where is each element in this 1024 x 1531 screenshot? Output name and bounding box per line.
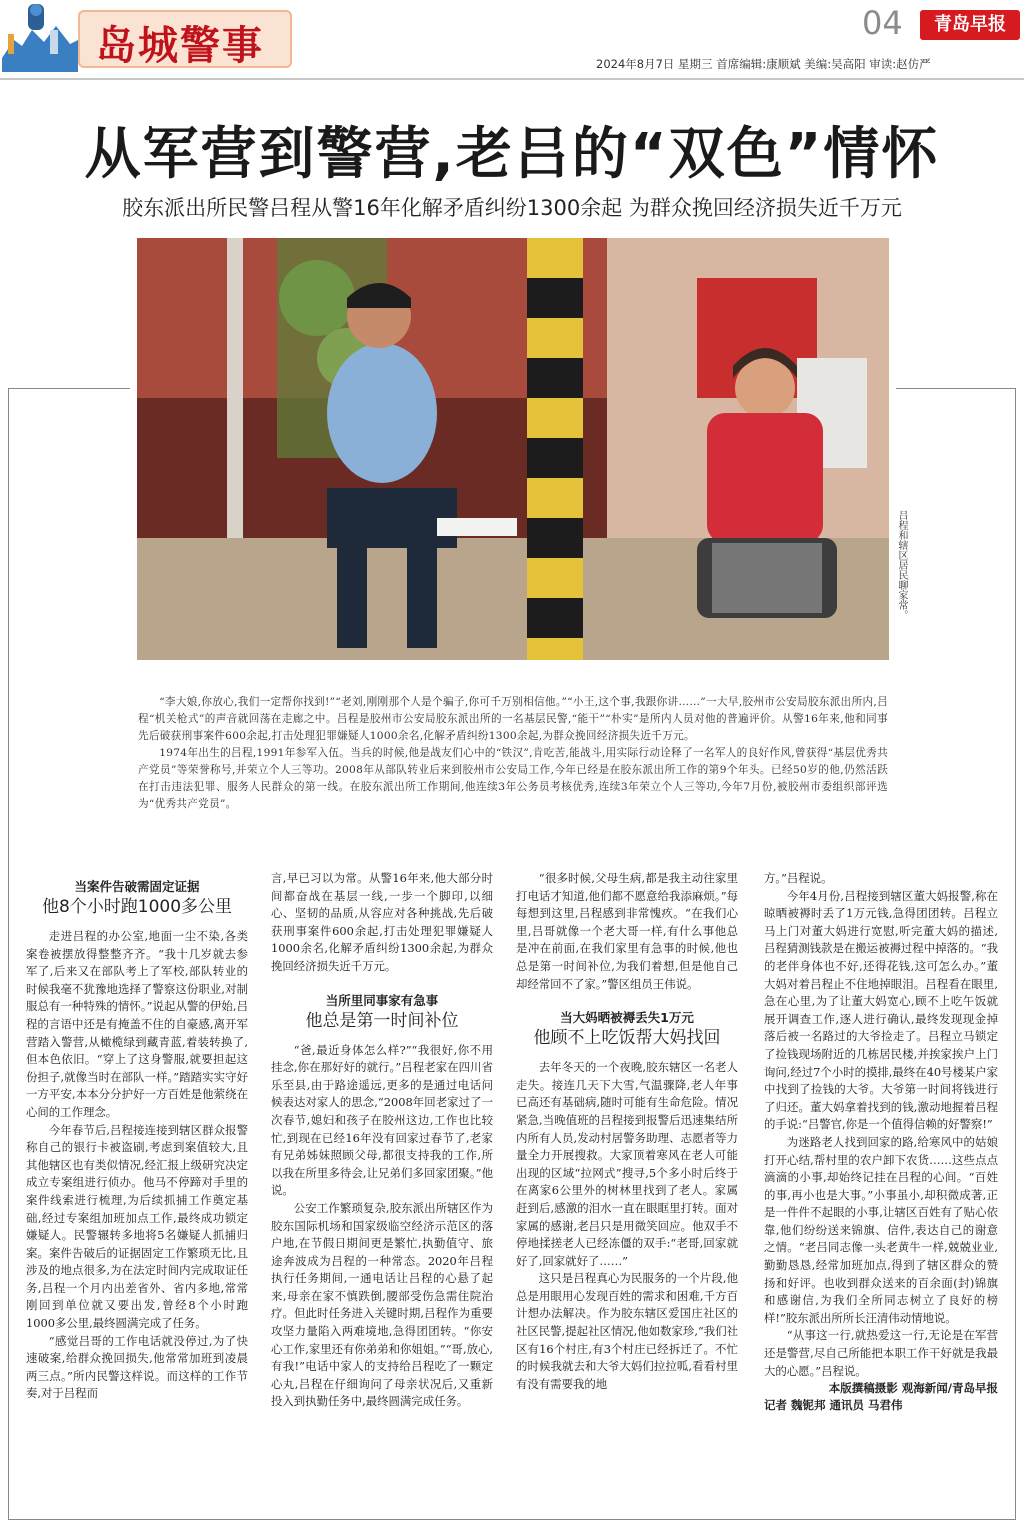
page-number: 04 (862, 4, 903, 42)
column-2 (271, 870, 493, 1411)
byline-reporters: 记者 魏铌邦 通讯员 马君伟 (764, 1398, 903, 1413)
section-heading-line2: 他8个小时跑1000多公里 (41, 897, 233, 917)
body-paragraph: 今年春节后,吕程接连接到辖区群众报警称自己的银行卡被盗刷,考虑到案值较大,且其他辖区也有类似情况,经汇报上级研究决定成立专案组进行侦办。他马不停蹄对手里的案件线索进行梳理,为后续抓捕工作奠定基础,经过专案组加班加点工作,最终成功锁定嫌疑人。民警辗转多地将5名嫌疑人抓捕归案。案件告破后的证据固定工作繁琐无比,且涉及的地点很多,为在法定时间内完成取证任务,吕程一个月内出差省外、省内多地,常常刚回到单位就又要出发,曾经8个小时跑1000多公里,最终圆满完成了任务。 (26, 1122, 248, 1331)
body-paragraph: “从事这一行,就热爱这一行,无论是在军营还是警营,尽自己所能把本职工作干好就是我最大的心愿。”吕程说。 (764, 1328, 998, 1378)
column-1 (26, 870, 248, 1403)
intro-block (138, 694, 888, 813)
body-paragraph: 去年冬天的一个夜晚,胶东辖区一名老人走失。接连几天下大雪,气温骤降,老人年事已高还有基础病,随时可能有生命危险。情况紧急,当晚值班的吕程接到报警后迅速集结所内所有人员,发动村居警务助理、志愿者等力量全力开展搜救。大家顶着寒风在老人可能出现的区域“拉网式”搜寻,5个多小时后终于在离家6公里外的树林里找到了老人。家属赶到后,感激的泪水一直在眼眶里打转。面对家属的感谢,老吕只是用微笑回应。他双手不停地揉搓老人已经冻僵的双手:“老哥,回家就好了,回家就好了……” (516, 1060, 738, 1268)
body-paragraph: 走进吕程的办公室,地面一尘不染,各类案卷被摆放得整整齐齐。“我十几岁就去参军了,后来又在部队考上了军校,部队转业的时候我毫不犹豫地选择了警察这份职业,对制服总有一种特殊的情怀。”说起从警的伊始,吕程的言语中还是有掩盖不住的自豪感,离开军营踏入警营,从橄榄绿到藏青蓝,着装转换了,但本色依旧。“穿上了这身警服,就要担起这份担子,就像当时在部队一样。”踏踏实实守好一方平安,本本分分护好一方百姓是他萦绕在心间的工作理念。 (26, 929, 248, 1119)
body-paragraph: 为迷路老人找到回家的路,给寒风中的姑娘打开心结,帮村里的农户卸下农货……这些点点滴滴的小事,却始终记挂在吕程的心间。“百姓的事,再小也是大事。”小事虽小,却积微成著,正是一件件不起眼的小事,让辖区百姓有了贴心依靠,他们纷纷送来锦旗、信件,表达自己的谢意之情。“老吕同志像一头老黄牛一样,兢兢业业,勤勤恳恳,经常加班加点,得到了辖区群众的赞扬和好评。也收到群众送来的百余面(封)锦旗和感谢信,为我们全所同志树立了良好的榜样!”胶东派出所所长汪清伟动情地说。 (764, 1134, 998, 1325)
masthead-divider (0, 78, 1024, 80)
frame-line-right (1015, 388, 1016, 1519)
section-heading (271, 992, 493, 1032)
intro-paragraph: 1974年出生的吕程,1991年参军入伍。当兵的时候,他是战友们心中的“铁汉”,肯吃苦,能战斗,用实际行动诠释了一名军人的良好作风,曾获得“基层优秀共产党员”等荣誉称号,并荣立个人三等功。2008年从部队转业后来到胶州市公安局工作,今年已经是在胶东派出所工作的第9个年头。已经50岁的他,仍然活跃在打击违法犯罪、服务人民群众的第一线。在胶东派出所工作期间,他连续3年公务员考核优秀,连续3年荣立个人三等功,今年7月份,被胶州市委组织部评选为“优秀共产党员”。 (138, 747, 888, 810)
body-paragraph: 这只是吕程真心为民服务的一个片段,他总是用眼用心发现百姓的需求和困难,千方百计想办法解决。作为胶东辖区爱国庄社区的社区民警,提起社区情况,他如数家珍,“我们社区有16个村庄,有3个村庄已经拆迁了。不忙的时候我就去和大爷大妈们拉拉呱,看看村里有没有需要我的地 (516, 1271, 738, 1391)
section-banner (78, 10, 292, 68)
frame-line-left (8, 388, 9, 1519)
dateline: 2024年8月7日 星期三 首席编辑:康顺斌 美编:吴高阳 审读:赵仿严 (596, 57, 931, 71)
section-title: 岛城警事 (96, 23, 264, 69)
subheadline: 胶东派出所民警吕程从警16年化解矛盾纠纷1300余起 为群众挽回经济损失近千万元 (122, 196, 902, 220)
section-heading-line2: 他顾不上吃饭帮大妈找回 (533, 1028, 721, 1049)
section-heading-line2: 他总是第一时间补位 (305, 1010, 459, 1031)
newspaper-logo: 青岛早报 (920, 10, 1020, 40)
byline-credit: 本版撰稿摄影 观海新闻/青岛早报 (828, 1381, 998, 1396)
intro-paragraph: “李大娘,你放心,我们一定帮你找到!”“老刘,刚刚那个人是个骗子,你可千万别相信他。”“小王,这个事,我跟你讲……”一大早,胶州市公安局胶东派出所内,吕程“机关枪式”的声音就回荡在走廊之中。吕程是胶州市公安局胶东派出所的一名基层民警,“能干”“朴实”是所内人员对他的普遍评价。从警16年来,他和同事先后破获刑事案件600余起,打击处理犯罪嫌疑人1000余名,化解矛盾纠纷1300余起,为群众挽回经济损失近千万元。 (138, 696, 888, 742)
frame-line-bottom (8, 1519, 1016, 1520)
body-paragraph: “很多时候,父母生病,都是我主动往家里打电话才知道,他们都不愿意给我添麻烦。”每每想到这里,吕程感到非常愧疚。“在我们心里,吕哥就像一个老大哥一样,有什么事他总是冲在前面,在我们家里有急事的时候,他也总是第一时间补位,为我们着想,但是他自己却经常回不了家。”警区组员王伟说。 (516, 871, 738, 991)
section-heading-line1: 当所里同事家有急事 (325, 992, 439, 1008)
body-paragraph: 今年4月份,吕程接到辖区董大妈报警,称在晾晒被褥时丢了1万元钱,急得团团转。吕程立马上门对董大妈进行宽慰,听完董大妈的描述,吕程猜测钱款是在搬运被褥过程中掉落的。“我的老伴身体也不好,还得花钱,这可怎么办。”董大妈对着吕程止不住地掉眼泪。吕程看在眼里,急在心里,为了让董大妈宽心,顾不上吃午饭就展开调查工作,逐人进行确认,最终发现现金掉落后被一名路过的大爷捡走了。吕程立马锁定了捡钱现场附近的几栋居民楼,并挨家挨户上门询问,经过7个小时的摸排,最终在40号楼某户家中找到了捡钱的大爷。大爷第一时间将钱进行了归还。董大妈拿着找到的钱,激动地握着吕程的手说:“吕警官,你是一个值得信赖的好警察!” (764, 888, 999, 1132)
body-paragraph: 方。”吕程说。 (764, 871, 833, 885)
headline: 从军营到警营,老吕的“双色”情怀 (84, 122, 940, 187)
body-paragraph: “感觉吕哥的工作电话就没停过,为了快速破案,给群众挽回损失,他常常加班到凌晨两三点。”所内民警这样说。而这样的工作节奏,对于吕程而 (26, 1333, 248, 1401)
column-3 (516, 870, 738, 1393)
photo-illustration (137, 238, 889, 660)
photo-caption: 吕程和辖区居民聊家常。 (896, 510, 907, 620)
body-paragraph: “爸,最近身体怎么样?”“我很好,你不用挂念,你在那好好的就行。”吕程老家在四川省乐至县,由于路途遥远,更多的是通过电话问候表达对家人的思念,“2008年回老家过了一次春节,媳妇和孩子在胶州这边,工作也比较忙,到现在已经16年没有回家过春节了,老家有兄弟姊妹照顾父母,都很支持我的工作,所以我在所里多待会,让兄弟们多回家团聚。”他说。 (271, 1042, 493, 1198)
body-paragraph: 言,早已习以为常。从警16年来,他大部分时间都奋战在基层一线,一步一个脚印,以细心、坚韧的品质,从容应对各种挑战,先后破获刑事案件600余起,打击处理犯罪嫌疑人1000余名,化解矛盾纠纷1300余起,为群众挽回经济损失近千万元。 (271, 871, 493, 973)
frame-line-left-top (8, 388, 130, 389)
section-heading-line1: 当案件告破需固定证据 (74, 879, 200, 894)
police-logo-icon (0, 0, 80, 72)
section-heading-line1: 当大妈晒被褥丢失1万元 (560, 1010, 694, 1026)
masthead (0, 0, 1024, 80)
frame-line-right-top (896, 388, 1016, 389)
body-paragraph: 公安工作繁琐复杂,胶东派出所辖区作为胶东国际机场和国家级临空经济示范区的落户地,在节假日期间更是繁忙,执勤值守、旅途奔波成为吕程的一种常态。2020年吕程执行任务期间,一通电话让吕程的心悬了起来,母亲在家不慎跌倒,腰部受伤急需住院治疗。但此时任务进入关键时期,吕程作为重要攻坚力量陷入两难境地,急得团团转。“你安心工作,家里还有你弟弟和你姐姐。”“哥,放心,有我!”电话中家人的支持给吕程吃了一颗定心丸,吕程在仔细询问了母亲状况后,又重新投入到执勤任务中,最终圆满完成任务。 (271, 1200, 493, 1409)
column-4 (764, 870, 998, 1414)
section-heading (26, 878, 248, 918)
feature-photo (137, 238, 889, 660)
section-heading (516, 1009, 738, 1049)
